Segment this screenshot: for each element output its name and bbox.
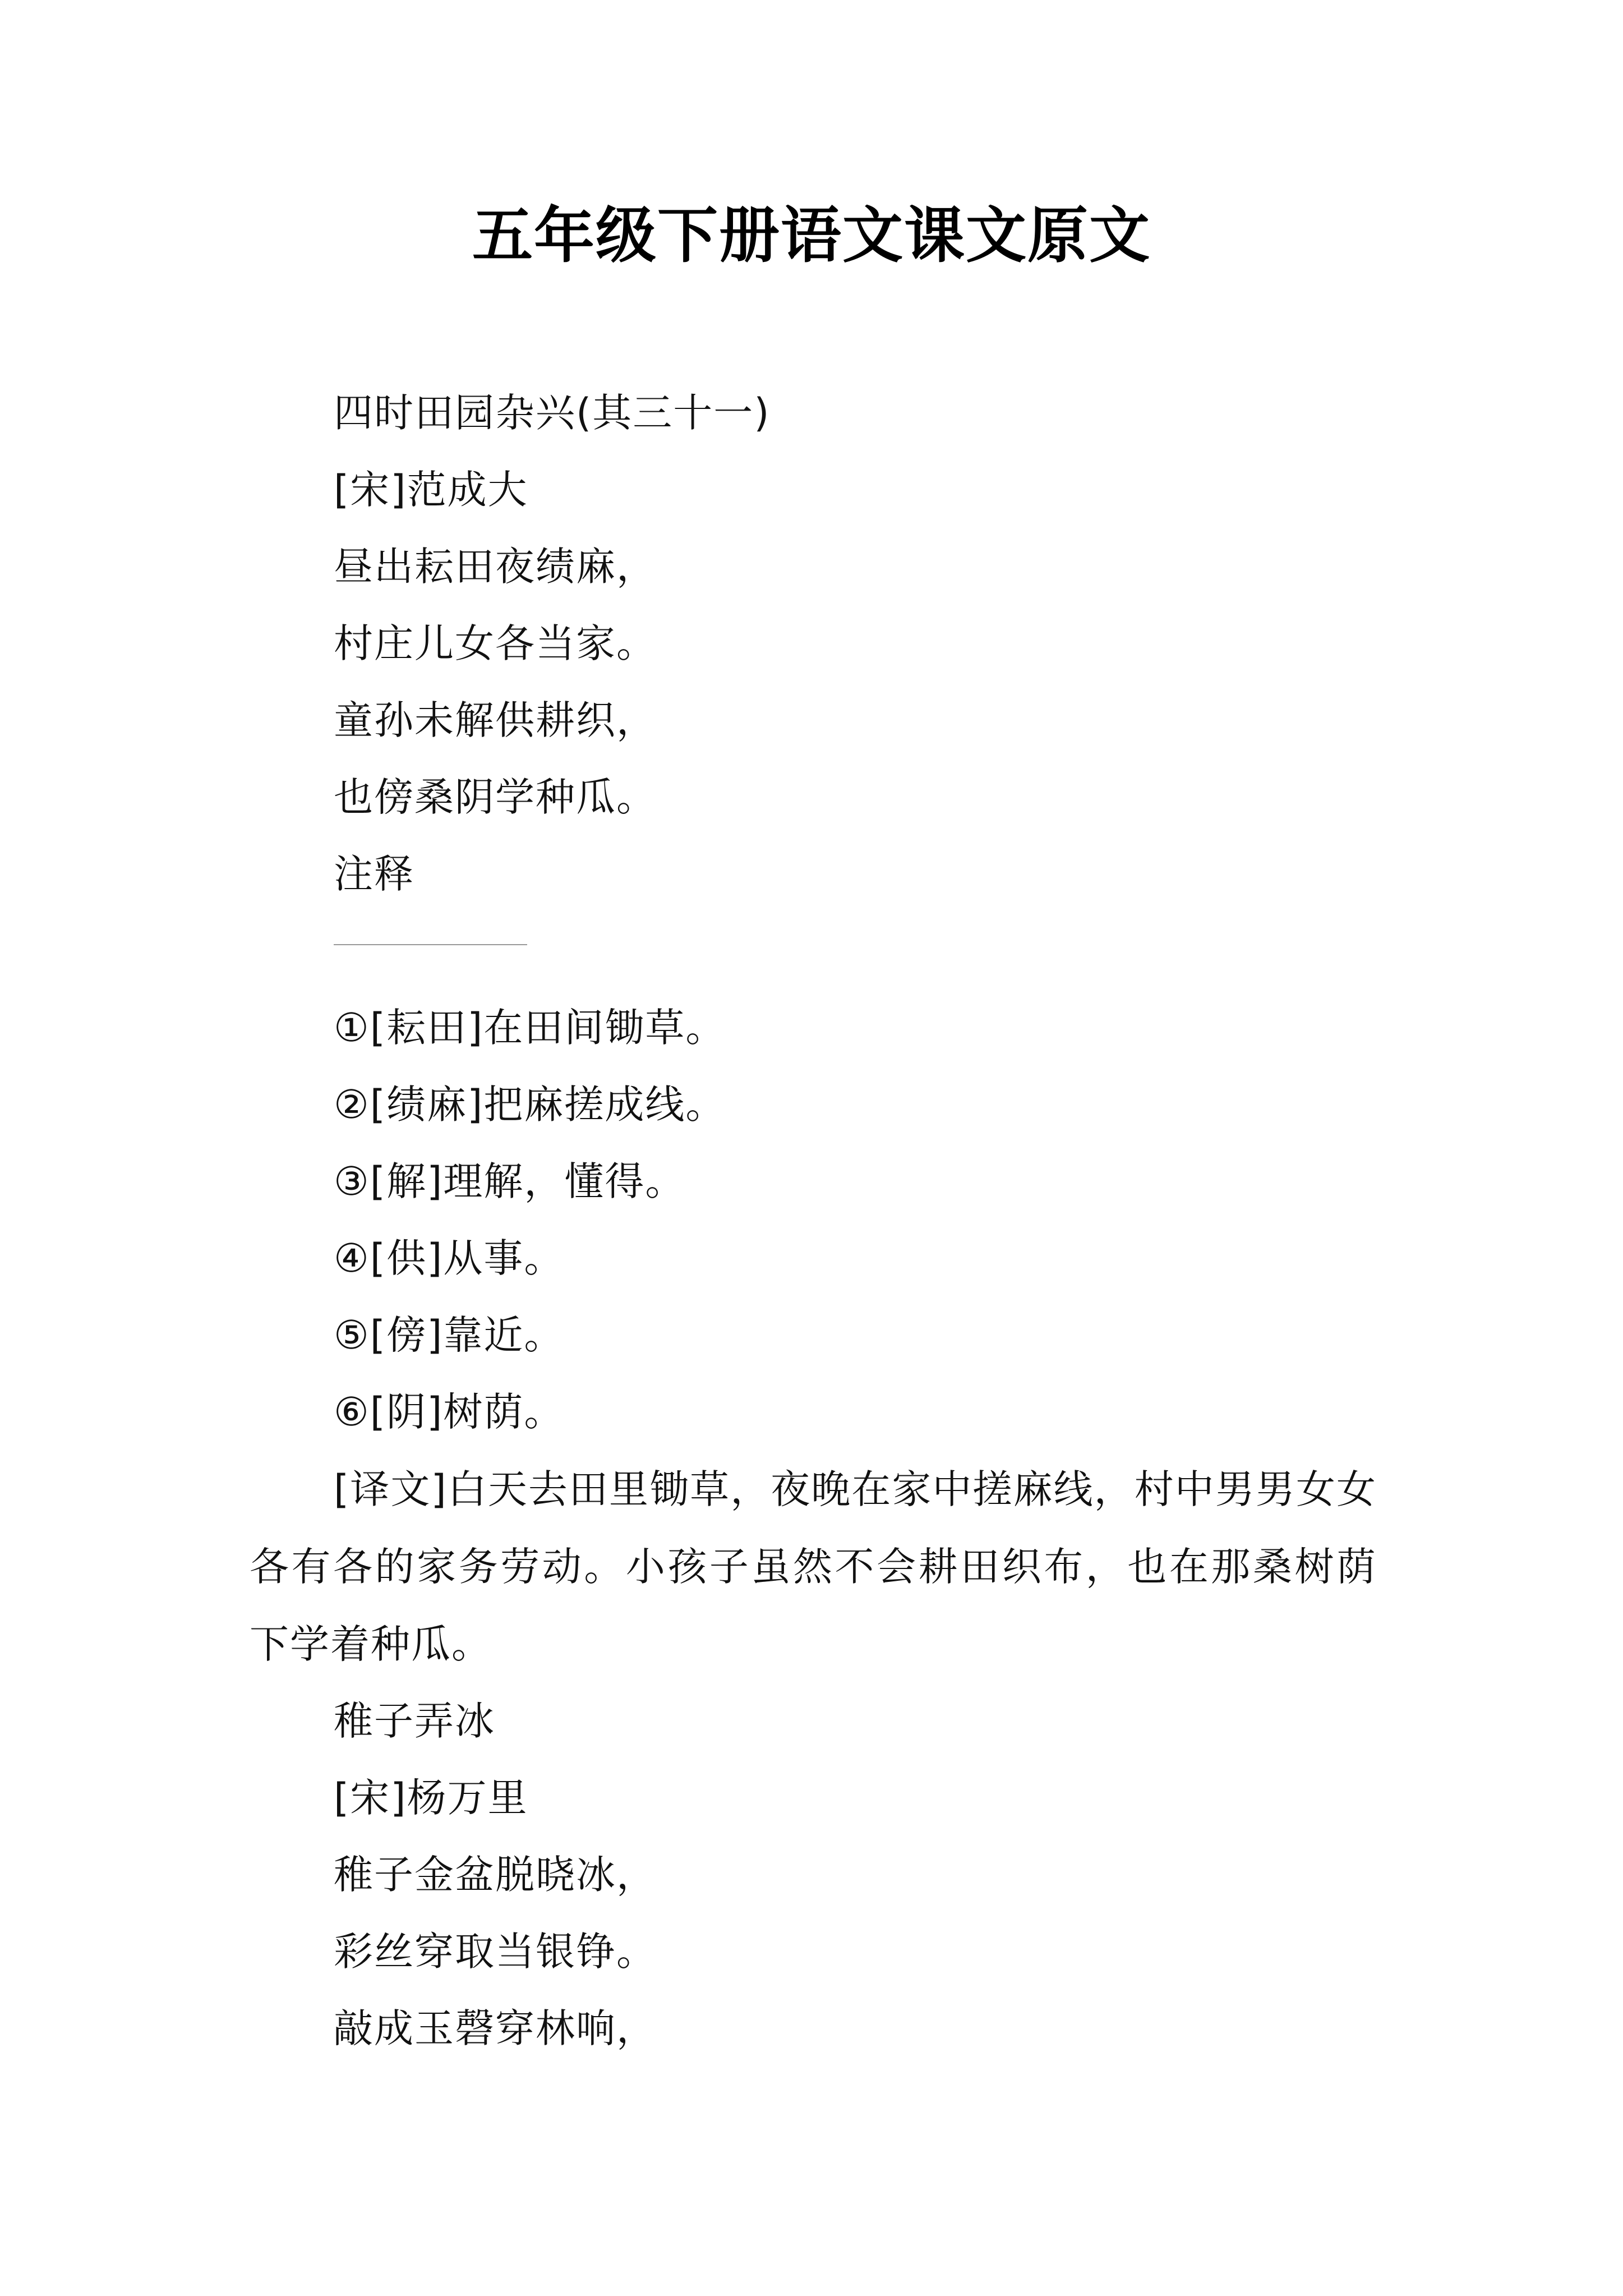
poem-line: 也傍桑阴学种瓜。	[334, 774, 657, 820]
poem-line: 彩丝穿取当银铮。	[334, 1929, 657, 1975]
document-body	[250, 375, 1382, 2067]
note-item: ②[绩麻]把麻搓成线。	[334, 1082, 726, 1128]
note-item: ④[供]从事。	[334, 1235, 565, 1281]
poem-line: 昼出耘田夜绩麻，	[334, 544, 657, 590]
note-item: ③[解]理解，懂得。	[334, 1158, 686, 1204]
poem-author: [宋]范成大	[334, 467, 528, 513]
poem-line: 敲成玉磬穿林响，	[334, 2005, 657, 2051]
poem-line: 村庄儿女各当家。	[334, 620, 657, 666]
note-item: ⑤[傍]靠近。	[334, 1312, 565, 1358]
footnote-divider	[334, 944, 527, 945]
note-item: ⑥[阴]树荫。	[334, 1389, 565, 1435]
poem-line: 稚子金盆脱晓冰，	[334, 1852, 657, 1898]
poem-author: [宋]杨万里	[334, 1775, 528, 1821]
notes-heading: 注释	[334, 851, 414, 897]
note-item: ①[耘田]在田间锄草。	[334, 1005, 726, 1051]
page-title: 五年级下册语文课文原文	[472, 200, 1151, 271]
translation-paragraph: [译文]白天去田里锄草，夜晚在家中搓麻线，村中男男女女各有各的家务劳动。小孩子虽然不会耕田织布，也在那桑树荫下学着种瓜。	[250, 1466, 1377, 1667]
poem-title: 四时田园杂兴(其三十一)	[334, 390, 771, 436]
poem-line: 童孙未解供耕织，	[334, 697, 657, 743]
poem-title: 稚子弄冰	[334, 1698, 495, 1744]
footnote-divider-row	[250, 913, 1382, 990]
